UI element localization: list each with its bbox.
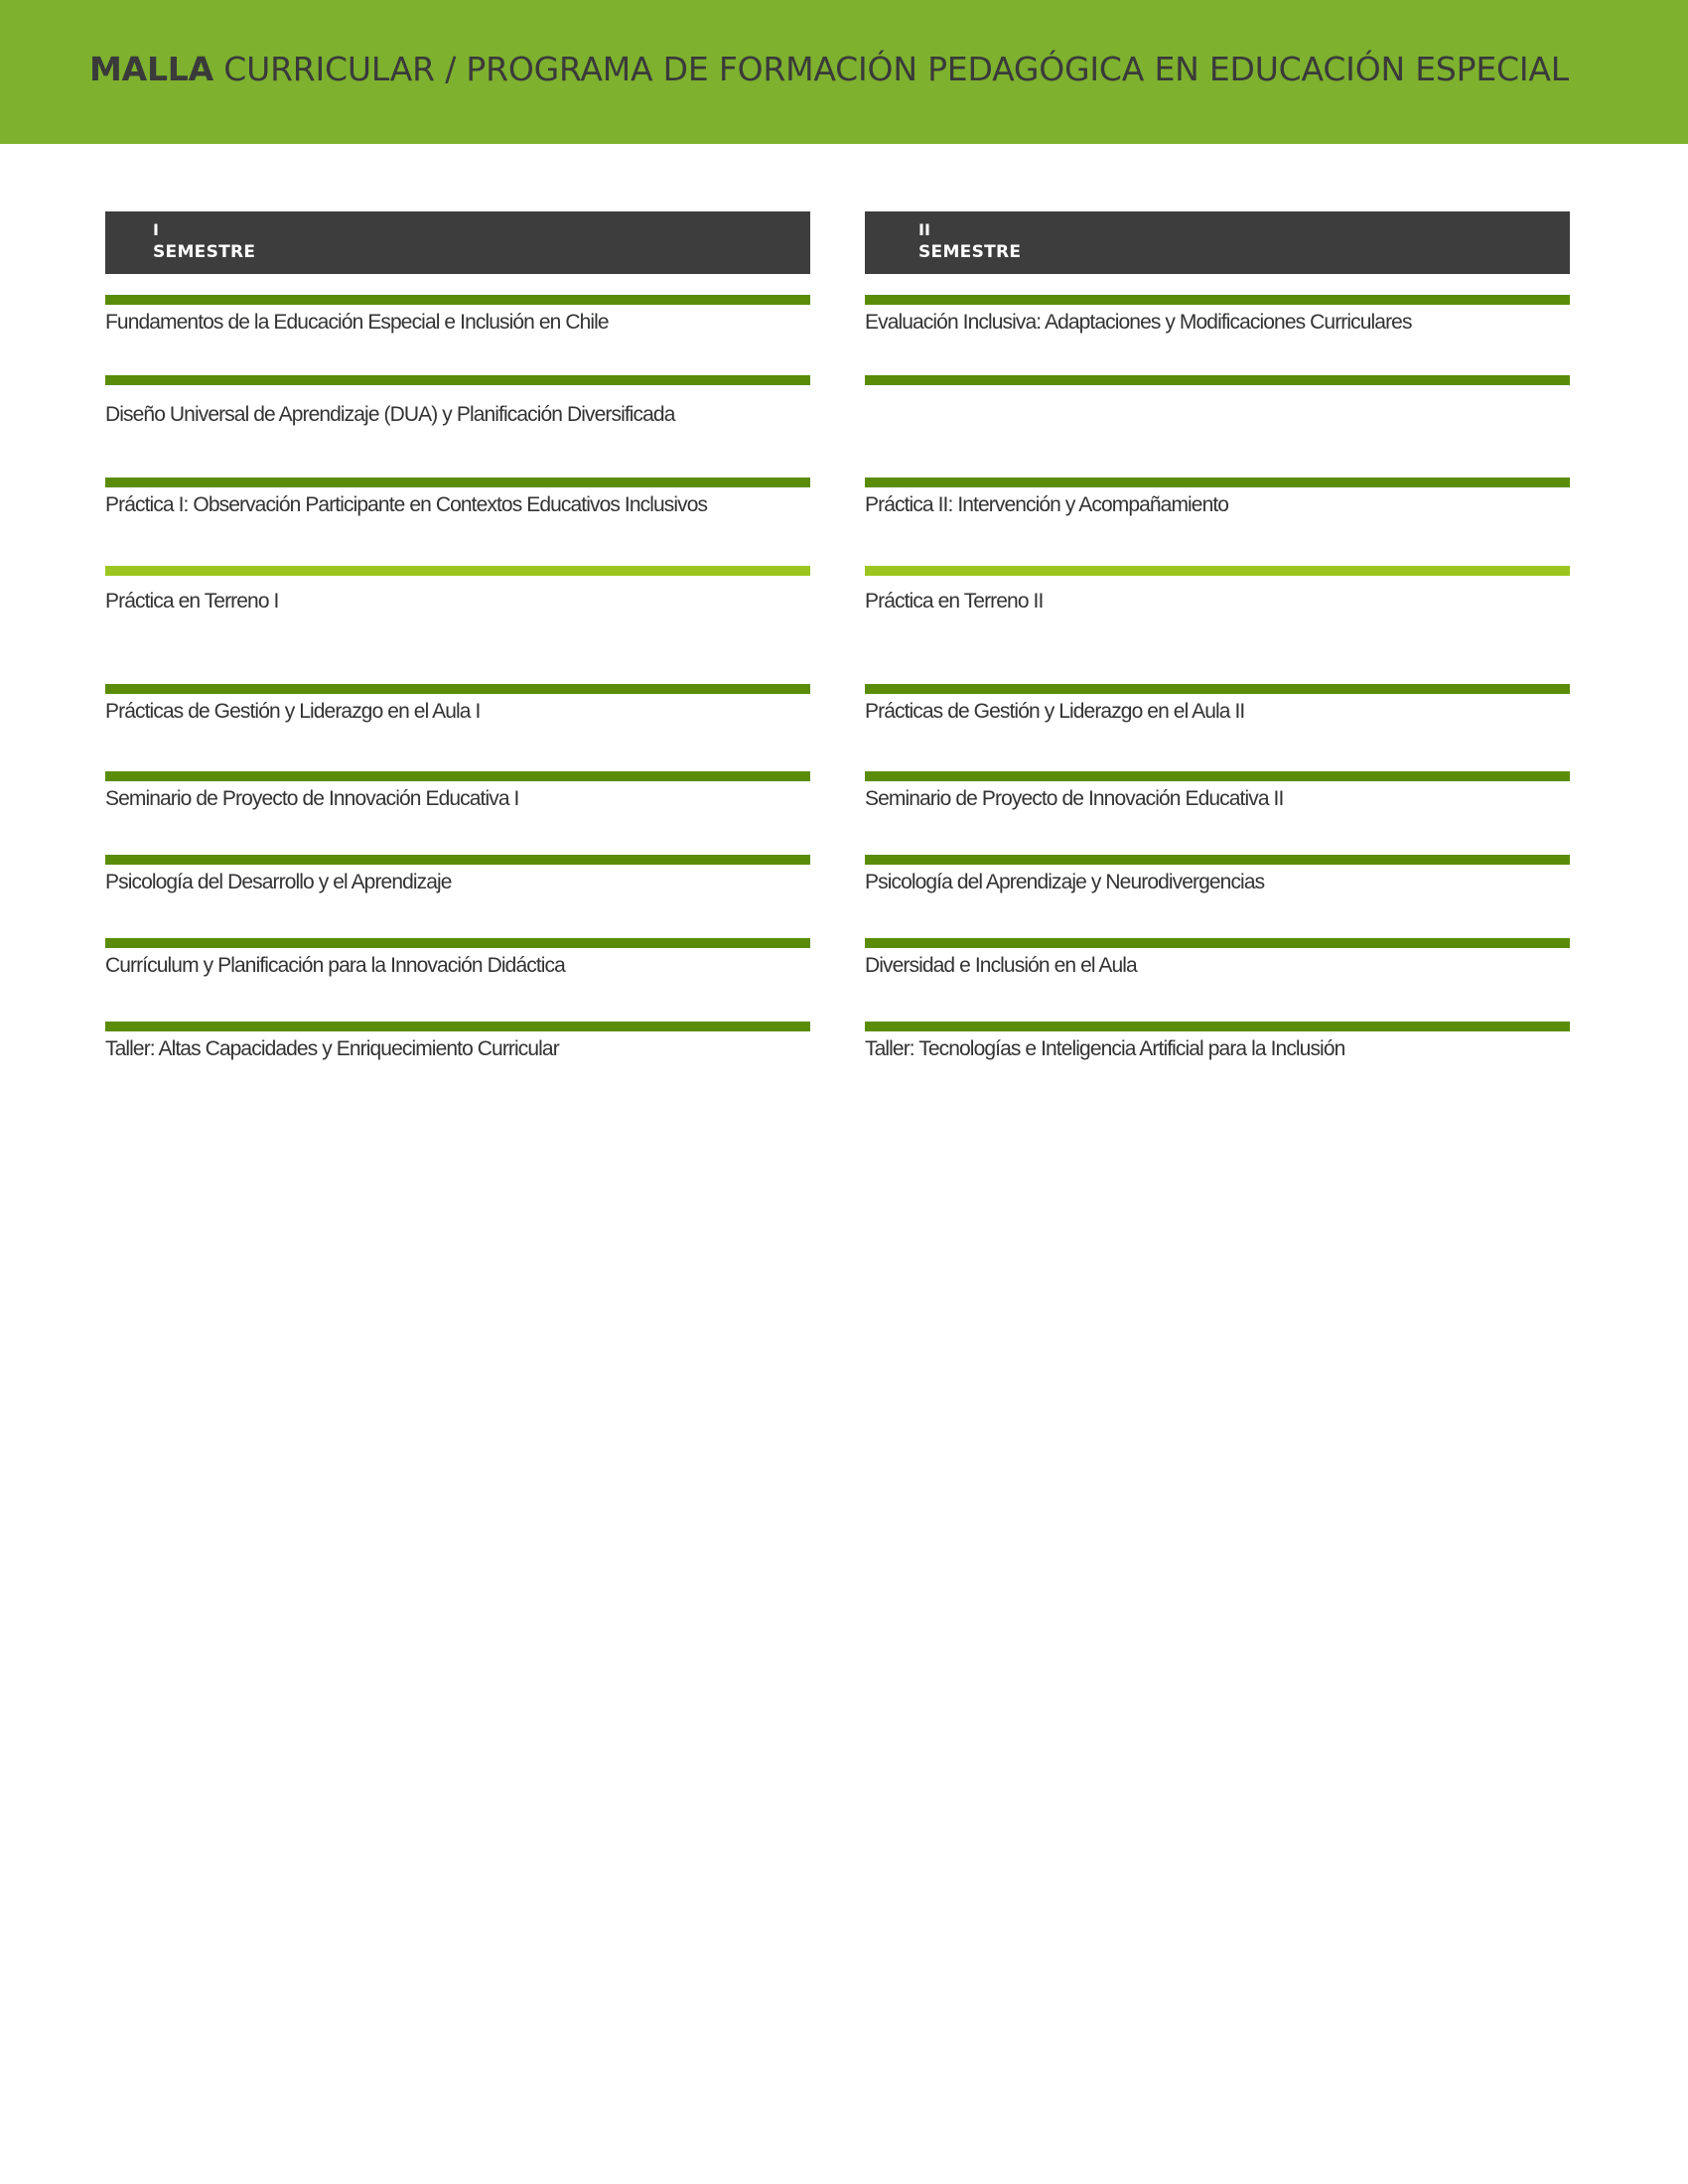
course-name: Práctica en Terreno II	[865, 590, 1044, 613]
course-divider	[865, 684, 1570, 694]
course-name: Psicología del Aprendizaje y Neurodivergencias	[865, 871, 1265, 893]
course-name: Seminario de Proyecto de Innovación Educativa I	[105, 787, 519, 810]
course-divider	[105, 1022, 810, 1031]
course-name: Diseño Universal de Aprendizaje (DUA) y Planificación Diversificada	[105, 403, 675, 426]
course-divider	[105, 566, 810, 576]
semester-column-1	[105, 211, 810, 1105]
course-name: Práctica I: Observación Participante en Contextos Educativos Inclusivos	[105, 493, 708, 516]
course-divider	[865, 295, 1570, 305]
course-name: Práctica II: Intervención y Acompañamiento	[865, 493, 1229, 516]
page-title	[89, 50, 1569, 88]
page-header	[0, 0, 1688, 144]
course-name: Práctica en Terreno I	[105, 590, 279, 613]
semester-header	[865, 211, 1570, 274]
course-divider	[865, 855, 1570, 865]
course-name: Taller: Altas Capacidades y Enriquecimiento Curricular	[105, 1037, 559, 1060]
course-name: Evaluación Inclusiva: Adaptaciones y Modificaciones Curriculares	[865, 311, 1412, 334]
course-name: Taller: Tecnologías e Inteligencia Artificial para la Inclusión	[865, 1037, 1345, 1060]
course-name: Diversidad e Inclusión en el Aula	[865, 954, 1137, 977]
page-title-strong: MALLA	[89, 50, 213, 88]
course-name: Prácticas de Gestión y Liderazgo en el Aula I	[105, 700, 481, 723]
page-title-rest: CURRICULAR / PROGRAMA DE FORMACIÓN PEDAGÓGICA EN EDUCACIÓN ESPECIAL	[212, 50, 1569, 88]
course-divider	[105, 938, 810, 948]
course-divider	[865, 375, 1570, 385]
course-name: Psicología del Desarrollo y el Aprendizaje	[105, 871, 452, 893]
semester-number: II	[918, 220, 930, 239]
course-divider	[865, 771, 1570, 781]
course-name: Seminario de Proyecto de Innovación Educativa II	[865, 787, 1284, 810]
course-divider	[865, 566, 1570, 576]
course-divider	[865, 1022, 1570, 1031]
semester-number: I	[153, 220, 159, 239]
semester-header	[105, 211, 810, 274]
course-name: Currículum y Planificación para la Innovación Didáctica	[105, 954, 565, 977]
semester-label: SEMESTRE	[918, 242, 1022, 262]
course-divider	[105, 771, 810, 781]
course-divider	[865, 938, 1570, 948]
semester-label: SEMESTRE	[153, 242, 256, 262]
course-divider	[105, 295, 810, 305]
course-divider	[105, 478, 810, 487]
course-name: Fundamentos de la Educación Especial e Inclusión en Chile	[105, 311, 609, 334]
course-name: Prácticas de Gestión y Liderazgo en el Aula II	[865, 700, 1245, 723]
course-divider	[105, 855, 810, 865]
course-divider	[865, 478, 1570, 487]
semester-column-2	[865, 211, 1570, 1105]
course-divider	[105, 684, 810, 694]
course-divider	[105, 375, 810, 385]
